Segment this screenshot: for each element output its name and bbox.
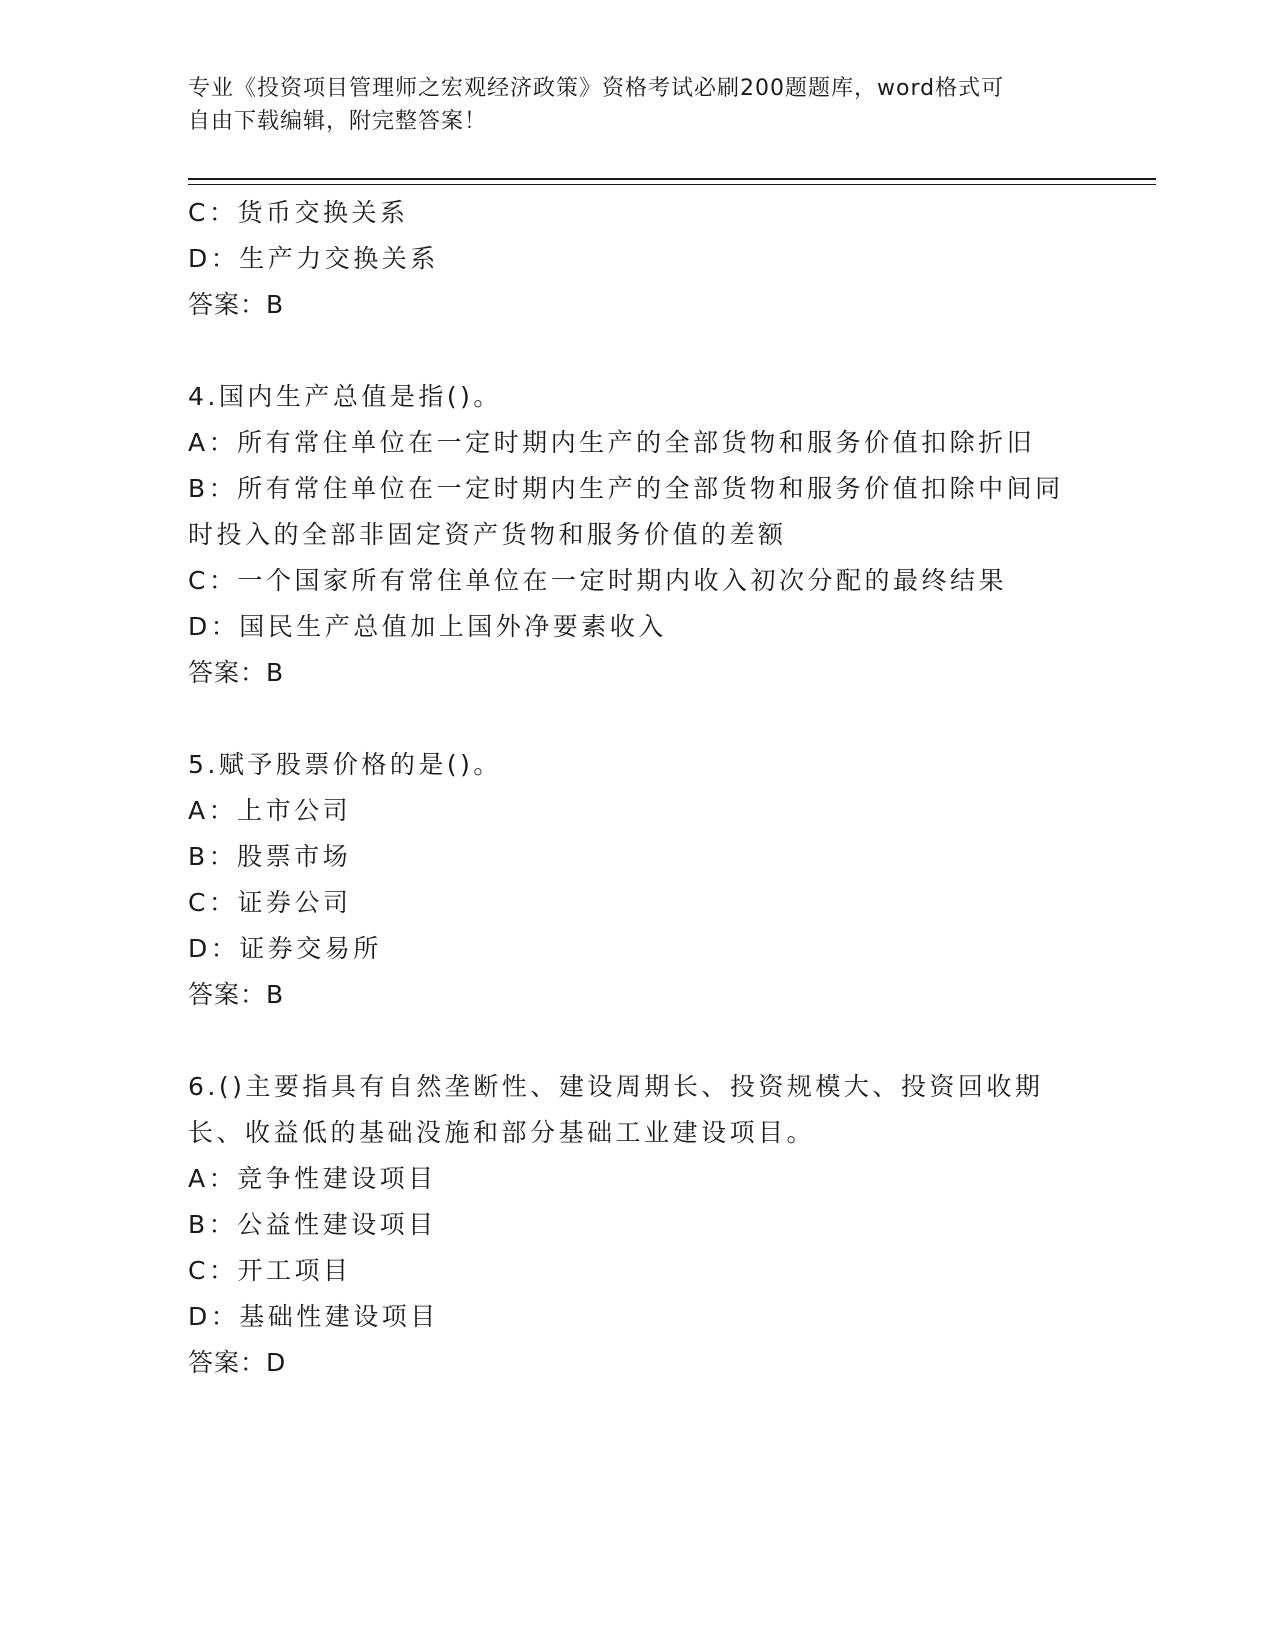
option-c: C：证券公司 bbox=[188, 888, 352, 917]
option-b: B：公益性建设项目 bbox=[188, 1210, 437, 1239]
header-divider-thin bbox=[188, 184, 1156, 185]
question-list bbox=[188, 190, 1088, 1386]
option-c: C：开工项目 bbox=[188, 1256, 352, 1285]
option-d: D：基础性建设项目 bbox=[188, 1302, 439, 1331]
spacer bbox=[188, 1018, 1088, 1064]
question-text-line-2: 长、收益低的基础没施和部分基础工业建设项目。 bbox=[188, 1118, 816, 1147]
answer: 答案：B bbox=[188, 658, 285, 687]
question-3 bbox=[188, 190, 1088, 328]
option-a: A：所有常住单位在一定时期内生产的全部货物和服务价值扣除折旧 bbox=[188, 428, 1036, 457]
answer: 答案：D bbox=[188, 1348, 287, 1377]
header-title-line-1: 专业《投资项目管理师之宏观经济政策》资格考试必刷200题题库，word格式可 bbox=[188, 76, 1005, 101]
question-6 bbox=[188, 1064, 1088, 1386]
question-4 bbox=[188, 374, 1088, 696]
option-a: A：竞争性建设项目 bbox=[188, 1164, 437, 1193]
option-c: C：货币交换关系 bbox=[188, 198, 409, 227]
question-text: 5.赋予股票价格的是()。 bbox=[188, 750, 502, 779]
option-d: D：国民生产总值加上国外净要素收入 bbox=[188, 612, 667, 641]
answer: 答案：B bbox=[188, 980, 285, 1009]
option-d: D：证券交易所 bbox=[188, 934, 382, 963]
answer: 答案：B bbox=[188, 290, 285, 319]
document-header bbox=[188, 72, 1068, 138]
option-a: A：上市公司 bbox=[188, 796, 352, 825]
question-5 bbox=[188, 742, 1088, 1018]
question-text: 4.国内生产总值是指()。 bbox=[188, 382, 502, 411]
header-divider-thick bbox=[188, 178, 1156, 180]
spacer bbox=[188, 328, 1088, 374]
option-b-line-2: 时投入的全部非固定资产货物和服务价值的差额 bbox=[188, 520, 787, 549]
header-title-line-2: 自由下载编辑，附完整答案！ bbox=[188, 109, 488, 134]
spacer bbox=[188, 696, 1088, 742]
question-text-line-1: 6.()主要指具有自然垄断性、建设周期长、投资规模大、投资回收期 bbox=[188, 1072, 1044, 1101]
option-b-line-1: B：所有常住单位在一定时期内生产的全部货物和服务价值扣除中间同 bbox=[188, 474, 1064, 503]
option-d: D：生产力交换关系 bbox=[188, 244, 439, 273]
option-c: C：一个国家所有常住单位在一定时期内收入初次分配的最终结果 bbox=[188, 566, 1007, 595]
option-b: B：股票市场 bbox=[188, 842, 352, 871]
